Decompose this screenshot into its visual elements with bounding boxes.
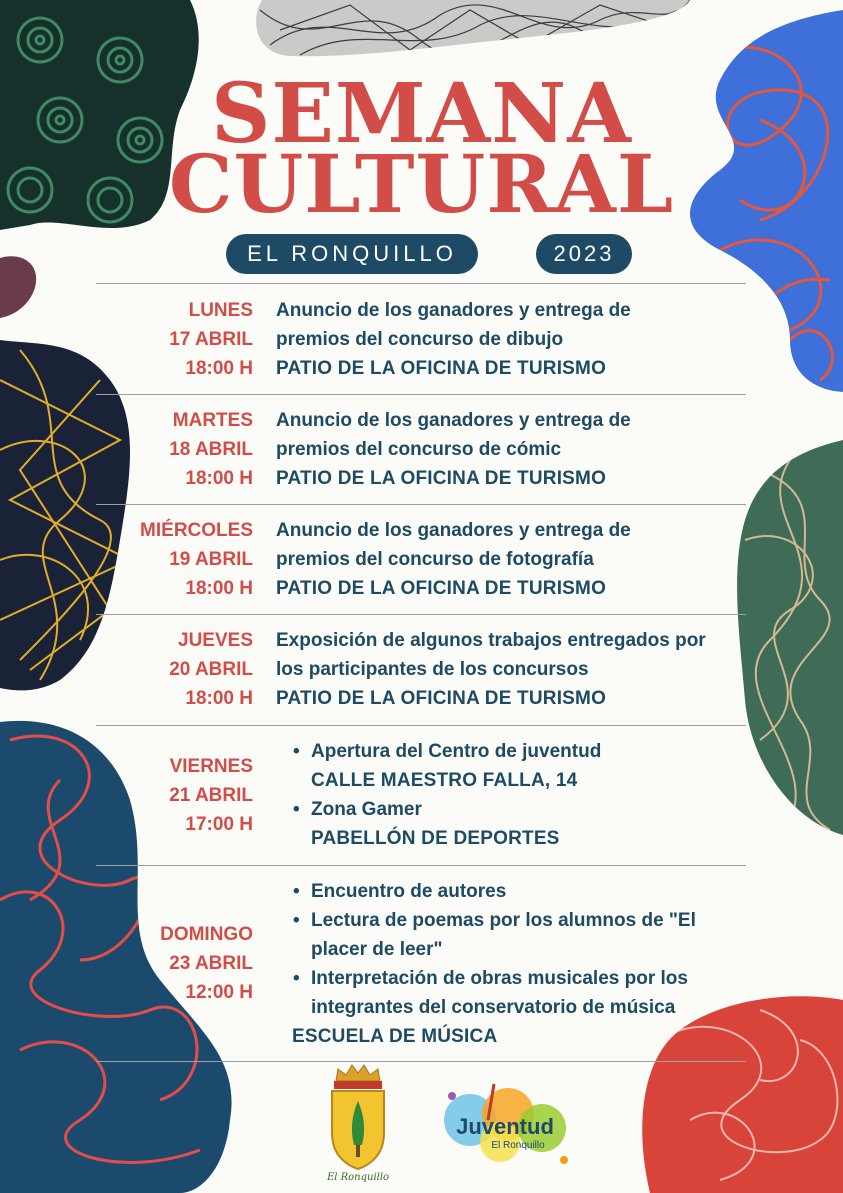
divider: [96, 504, 746, 505]
divider: [96, 283, 746, 284]
bullet-item: [293, 877, 507, 906]
event-date: 20 ABRIL: [169, 659, 253, 680]
event-place: ESCUELA DE MÚSICA: [292, 1026, 498, 1047]
town-badge: EL RONQUILLO: [226, 234, 478, 274]
title-line-2: CULTURAL: [168, 137, 675, 231]
event-line: Anuncio de los ganadores y entrega de: [276, 300, 631, 321]
bullet-text: placer de leer": [311, 939, 443, 960]
event-description: [276, 406, 631, 493]
town-crest-logo: [318, 1063, 398, 1183]
event-day-block: [169, 296, 253, 383]
event-date: 18 ABRIL: [169, 439, 253, 460]
event-description: [276, 296, 631, 383]
bullet-text: Apertura del Centro de juventud: [311, 741, 602, 762]
event-time: 18:00 H: [185, 578, 253, 599]
bullet-icon: •: [293, 881, 300, 902]
bullet-text: integrantes del conservatorio de música: [311, 997, 676, 1018]
bullet-icon: •: [293, 910, 300, 931]
event-day: DOMINGO: [160, 924, 253, 945]
event-place: PATIO DE LA OFICINA DE TURISMO: [276, 578, 607, 599]
crest-caption: El Ronquillo: [326, 1172, 390, 1183]
event-date: 23 ABRIL: [169, 953, 253, 974]
juventud-logo: [430, 1080, 580, 1175]
event-date: 17 ABRIL: [169, 329, 253, 350]
event-date: 19 ABRIL: [169, 549, 253, 570]
event-day: MARTES: [172, 410, 253, 431]
event-day-block: [140, 516, 253, 603]
event-day: MIÉRCOLES: [140, 520, 253, 541]
divider: [96, 725, 746, 726]
event-day-block: [160, 920, 253, 1007]
bullet-icon: •: [293, 741, 300, 762]
event-day: LUNES: [188, 300, 253, 321]
event-day: JUEVES: [178, 630, 253, 651]
event-line: premios del concurso de fotografía: [276, 549, 594, 570]
bullet-text: Zona Gamer: [311, 799, 422, 820]
event-date: 21 ABRIL: [169, 785, 253, 806]
bullet-item: [293, 737, 602, 795]
divider: [96, 614, 746, 615]
bullet-icon: •: [293, 968, 300, 989]
juventud-word: Juventud: [456, 1114, 554, 1139]
bullet-text: Lectura de poemas por los alumnos de "El: [311, 910, 696, 931]
juventud-sub: El Ronquillo: [491, 1140, 545, 1151]
event-line: los participantes de los concursos: [276, 659, 589, 680]
event-time: 17:00 H: [185, 814, 253, 835]
bullet-text: Interpretación de obras musicales por los: [311, 968, 688, 989]
bullet-item: [293, 906, 696, 964]
divider: [96, 1061, 746, 1062]
divider: [96, 865, 746, 866]
event-time: 18:00 H: [185, 468, 253, 489]
bullet-item: [293, 964, 688, 1022]
event-day-block: [169, 752, 253, 839]
bullet-icon: •: [293, 799, 300, 820]
event-line: Anuncio de los ganadores y entrega de: [276, 410, 631, 431]
event-line: Anuncio de los ganadores y entrega de: [276, 520, 631, 541]
event-time: 12:00 H: [185, 982, 253, 1003]
event-line: Exposición de algunos trabajos entregados por: [276, 630, 706, 651]
year-badge: 2023: [536, 234, 632, 274]
event-place: PATIO DE LA OFICINA DE TURISMO: [276, 468, 607, 489]
divider: [96, 394, 746, 395]
event-line: premios del concurso de cómic: [276, 439, 562, 460]
bullet-text: Encuentro de autores: [311, 881, 507, 902]
bullet-place: CALLE MAESTRO FALLA, 14: [311, 770, 578, 791]
event-time: 18:00 H: [185, 358, 253, 379]
bullet-item: [293, 795, 560, 853]
event-line: premios del concurso de dibujo: [276, 329, 564, 350]
event-day-block: [169, 626, 253, 713]
event-place: PATIO DE LA OFICINA DE TURISMO: [276, 688, 607, 709]
event-time: 18:00 H: [185, 688, 253, 709]
event-description: [276, 516, 631, 603]
title-line-1: SEMANA: [211, 66, 632, 162]
event-place: PATIO DE LA OFICINA DE TURISMO: [276, 358, 607, 379]
bullet-place: PABELLÓN DE DEPORTES: [311, 828, 560, 849]
event-day: VIERNES: [169, 756, 253, 777]
event-description: [276, 626, 706, 713]
event-day-block: [169, 406, 253, 493]
